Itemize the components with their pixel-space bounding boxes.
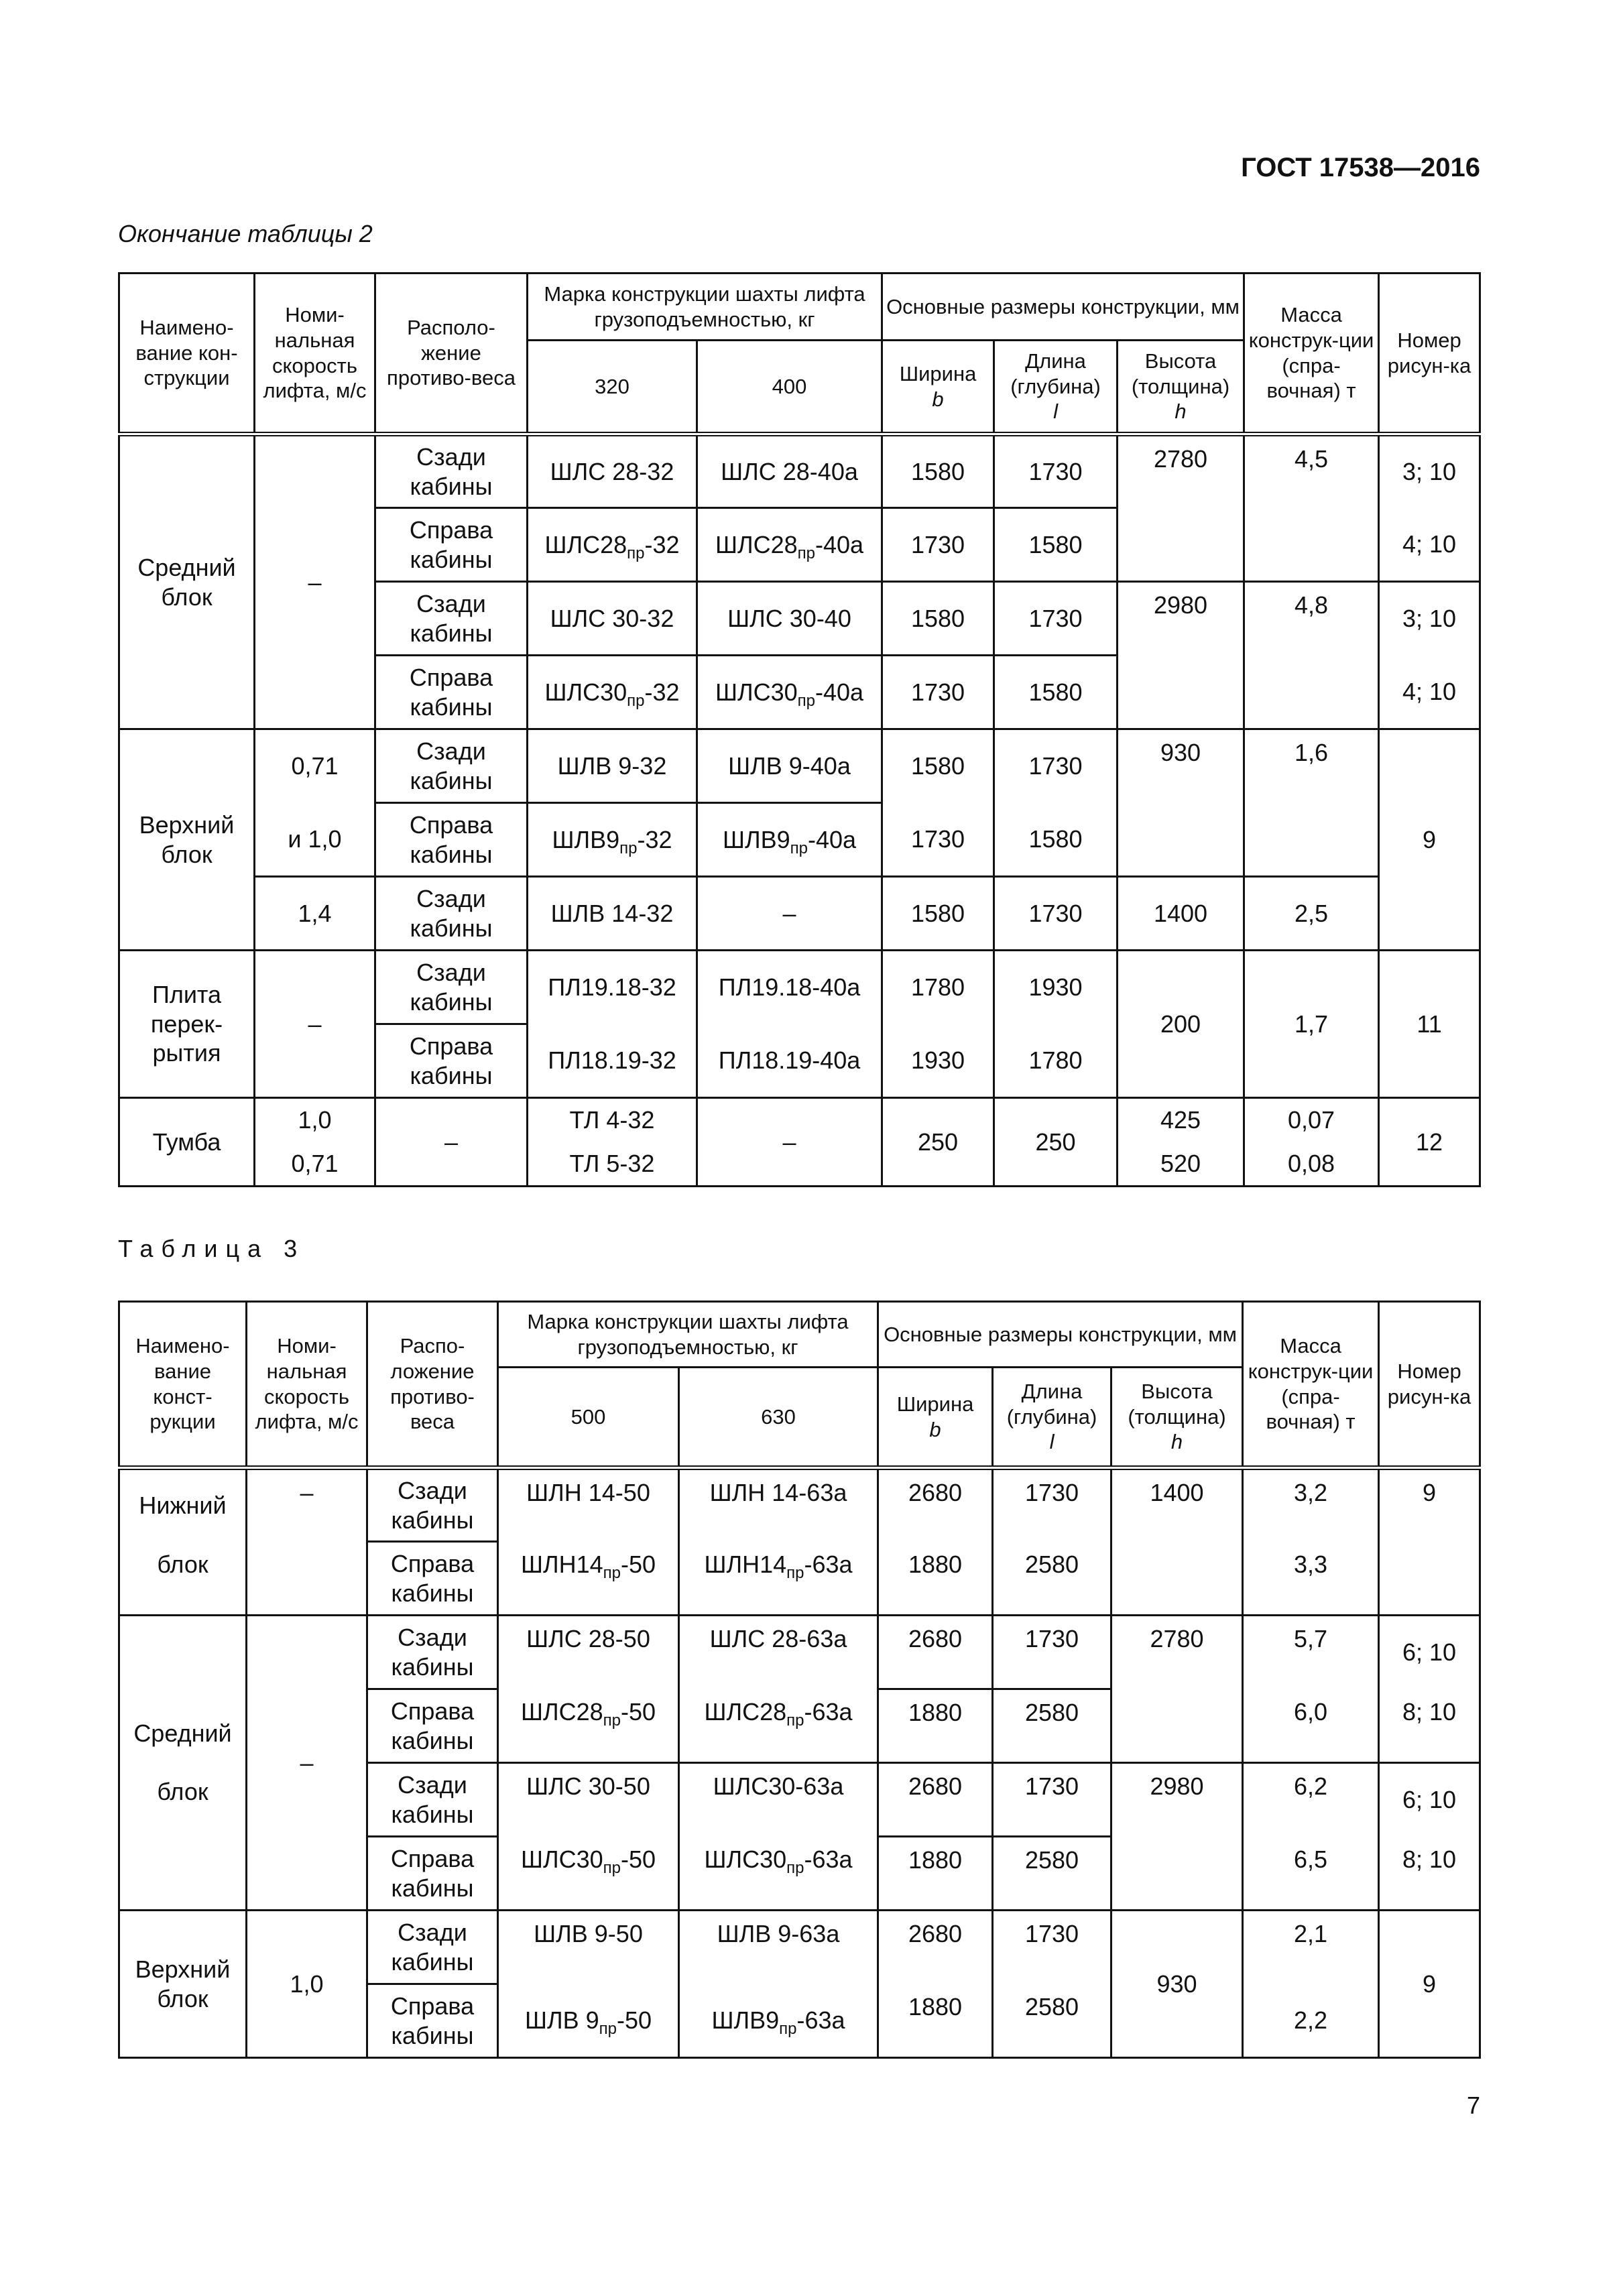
cell-speed: 1,4 <box>255 877 375 951</box>
cell-mark-400: – <box>697 877 882 951</box>
cell-figure: 4; 10 <box>1379 508 1480 582</box>
cell-mass: 2,2 <box>1243 1984 1379 2058</box>
cell-width: 2680 <box>878 1763 993 1837</box>
col-header-capacity-630: 630 <box>679 1368 878 1468</box>
col-header-mark-group: Марка конструкции шахты лифта грузоподъемностью, кг <box>498 1302 878 1368</box>
cell-width: 2680 <box>878 1616 993 1689</box>
cell-length: 1730 <box>993 1616 1111 1689</box>
cell-position: Справа кабины <box>375 1024 528 1098</box>
cell-width: 250 <box>882 1098 994 1187</box>
cell-figure: 8; 10 <box>1379 1837 1480 1911</box>
table-header <box>119 274 1480 434</box>
cell-width: 1580 <box>882 434 994 508</box>
col-header-height <box>1111 1368 1243 1468</box>
cell-mark-630 <box>679 1837 878 1911</box>
cell-figure: 9 <box>1379 1468 1480 1616</box>
cell-mark-320: ШЛВ 9-32 <box>528 729 697 803</box>
cell-mark-630 <box>679 1984 878 2058</box>
cell-figure: 3; 10 <box>1379 582 1480 656</box>
cell-mark-400 <box>697 803 882 877</box>
cell-figure: 8; 10 <box>1379 1689 1480 1763</box>
header-text: Высота (толщина) <box>1128 1379 1226 1429</box>
col-header-width <box>878 1368 993 1468</box>
cell-name: Нижний <box>119 1468 247 1542</box>
width-symbol: b <box>929 1417 941 1441</box>
col-header-capacity-400: 400 <box>697 341 882 434</box>
col-header-counterweight: Распо-ложение противо-веса <box>367 1302 498 1468</box>
cell-mark-320: ТЛ 4-32 <box>528 1098 697 1142</box>
col-header-height <box>1118 341 1244 434</box>
width-symbol: b <box>932 387 944 411</box>
cell-height: 200 <box>1118 951 1244 1098</box>
mark-subscript: пр <box>603 1711 621 1730</box>
cell-mass: 1,7 <box>1244 951 1379 1098</box>
cell-width: 1730 <box>882 803 994 877</box>
cell-mark-500 <box>498 1984 679 2058</box>
cell-figure: 6; 10 <box>1379 1763 1480 1837</box>
cell-position: Справа кабины <box>367 1837 498 1911</box>
cell-mass: 3,3 <box>1243 1542 1379 1616</box>
mark-subscript: пр <box>786 1858 804 1877</box>
cell-mark-630: ШЛВ 9-63а <box>679 1911 878 1984</box>
cell-mark-320 <box>528 508 697 582</box>
col-header-counterweight: Располо-жение противо-веса <box>375 274 528 434</box>
col-header-width <box>882 341 994 434</box>
table3-caption: Таблица 3 <box>118 1235 306 1262</box>
col-header-mass: Масса конструк-ции (спра-вочная) т <box>1244 274 1379 434</box>
cell-position: Справа кабины <box>367 1542 498 1616</box>
page-number: 7 <box>1466 2092 1480 2119</box>
table-row <box>119 951 1480 1024</box>
cell-mass: 6,2 <box>1243 1763 1379 1837</box>
col-header-length <box>994 341 1118 434</box>
header-text: Длина (глубина) <box>1006 1379 1097 1429</box>
cell-mark-500 <box>498 1689 679 1763</box>
mark-subscript: пр <box>603 1563 621 1582</box>
col-header-dims-group: Основные размеры конструкции, мм <box>882 274 1244 341</box>
cell-speed: и 1,0 <box>255 803 375 877</box>
cell-width: 1580 <box>882 582 994 656</box>
cell-speed: 1,0 <box>247 1911 367 2058</box>
cell-mark-400: ПЛ19.18-40а <box>697 951 882 1024</box>
col-header-mark-group: Марка конструкции шахты лифта грузоподъемностью, кг <box>528 274 882 341</box>
mark-suffix: -32 <box>644 678 680 706</box>
cell-length: 2580 <box>993 1542 1111 1616</box>
mark-suffix: -40а <box>815 678 864 706</box>
cell-name: Средний блок <box>119 434 255 729</box>
cell-width: 1880 <box>878 1837 993 1911</box>
mark-suffix: -63а <box>804 1697 853 1726</box>
mark-subscript: пр <box>786 1711 804 1730</box>
cell-length: 1580 <box>994 803 1118 877</box>
cell-name <box>119 1616 247 1911</box>
cell-length: 1780 <box>994 1024 1118 1098</box>
cell-width: 1580 <box>882 729 994 803</box>
cell-position: Сзади кабины <box>375 582 528 656</box>
name-text: Средний <box>133 1719 232 1747</box>
cell-width: 1880 <box>878 1689 993 1763</box>
mark-text: ШЛС30 <box>544 678 627 706</box>
table2-caption: Окончание таблицы 2 <box>118 220 373 247</box>
mark-subscript: пр <box>627 691 645 710</box>
mark-text: ШЛС30 <box>715 678 798 706</box>
cell-name: Верхний блок <box>119 1911 247 2058</box>
mark-suffix: -63а <box>796 2006 845 2034</box>
cell-figure: 6; 10 <box>1379 1616 1480 1689</box>
cell-mass: 2,5 <box>1244 877 1379 951</box>
cell-speed: 0,71 <box>255 1142 375 1187</box>
cell-mass: 1,6 <box>1244 729 1379 877</box>
cell-mass: 4,8 <box>1244 582 1379 729</box>
cell-mark-630: ШЛН 14-63а <box>679 1468 878 1542</box>
cell-length: 1730 <box>994 729 1118 803</box>
cell-width: 2680 <box>878 1468 993 1542</box>
mark-text: ШЛС28 <box>544 530 627 558</box>
mark-subscript: пр <box>797 691 815 710</box>
height-symbol: h <box>1175 400 1187 424</box>
table-row <box>119 1911 1480 1984</box>
cell-width: 2680 <box>878 1911 993 1984</box>
height-symbol: h <box>1170 1430 1183 1454</box>
cell-mark-630 <box>679 1689 878 1763</box>
mark-text: ШЛС30 <box>520 1845 603 1873</box>
header-text: Длина (глубина) <box>1010 349 1101 398</box>
cell-height: 2980 <box>1118 582 1244 729</box>
col-header-figure: Номер рисун-ка <box>1379 274 1480 434</box>
mark-suffix: -50 <box>620 1550 656 1578</box>
header-text: Ширина <box>899 361 977 385</box>
mark-subscript: пр <box>786 1563 804 1582</box>
cell-mark-320: ШЛС 30-32 <box>528 582 697 656</box>
cell-length: 1580 <box>994 656 1118 729</box>
cell-mark-500 <box>498 1542 679 1616</box>
mark-text: ШЛС28 <box>520 1697 603 1726</box>
cell-mark-320: ШЛВ 14-32 <box>528 877 697 951</box>
mark-subscript: пр <box>619 839 638 857</box>
cell-name: Тумба <box>119 1098 255 1187</box>
cell-width: 1580 <box>882 877 994 951</box>
cell-height: 425 <box>1118 1098 1244 1142</box>
cell-speed: 1,0 <box>255 1098 375 1142</box>
mark-subscript: пр <box>790 839 808 857</box>
cell-width: 1780 <box>882 951 994 1024</box>
mark-text: ШЛС28 <box>704 1697 787 1726</box>
cell-mark-500: ШЛН 14-50 <box>498 1468 679 1542</box>
table-row <box>119 434 1480 508</box>
col-header-figure: Номер рисун-ка <box>1379 1302 1480 1468</box>
cell-speed: 0,71 <box>255 729 375 803</box>
cell-length: 2580 <box>993 1689 1111 1763</box>
cell-mass: 5,7 <box>1243 1616 1379 1689</box>
mark-subscript: пр <box>797 544 815 562</box>
cell-height: 1400 <box>1118 877 1244 951</box>
length-symbol: l <box>1053 400 1058 424</box>
cell-height: 2780 <box>1111 1616 1243 1763</box>
mark-suffix: -32 <box>644 530 680 558</box>
cell-height: 2780 <box>1118 434 1244 582</box>
col-header-dims-group: Основные размеры конструкции, мм <box>878 1302 1243 1368</box>
cell-height: 2980 <box>1111 1763 1243 1911</box>
col-header-capacity-500: 500 <box>498 1368 679 1468</box>
cell-width: 1880 <box>878 1984 993 2058</box>
cell-position: Сзади кабины <box>375 729 528 803</box>
cell-length: 1930 <box>994 951 1118 1024</box>
cell-position: Справа кабины <box>375 656 528 729</box>
cell-mark-400 <box>697 656 882 729</box>
mark-subscript: пр <box>627 544 645 562</box>
cell-position: Сзади кабины <box>367 1616 498 1689</box>
cell-mark-500 <box>498 1837 679 1911</box>
cell-name: блок <box>119 1542 247 1616</box>
cell-mass: 6,5 <box>1243 1837 1379 1911</box>
table-row <box>119 729 1480 803</box>
cell-mark-320: ТЛ 5-32 <box>528 1142 697 1187</box>
cell-figure: 4; 10 <box>1379 656 1480 729</box>
mark-suffix: -63а <box>804 1550 853 1578</box>
cell-mark-320 <box>528 656 697 729</box>
cell-height: 930 <box>1111 1911 1243 2058</box>
mark-subscript: пр <box>599 2019 617 2038</box>
cell-mark-320: ПЛ18.19-32 <box>528 1024 697 1098</box>
table-3 <box>118 1301 1481 2059</box>
header-text: Высота (толщина) <box>1131 349 1230 398</box>
cell-length: 1730 <box>993 1911 1111 1984</box>
cell-mark-630: ШЛС 28-63а <box>679 1616 878 1689</box>
cell-mark-500: ШЛС 30-50 <box>498 1763 679 1837</box>
mark-suffix: -50 <box>620 1845 656 1873</box>
cell-mark-320 <box>528 803 697 877</box>
cell-mark-500: ШЛВ 9-50 <box>498 1911 679 1984</box>
cell-position: Справа кабины <box>367 1984 498 2058</box>
mark-suffix: -40а <box>807 825 857 853</box>
cell-mark-400 <box>697 508 882 582</box>
cell-length: 1730 <box>994 877 1118 951</box>
cell-length: 1730 <box>994 434 1118 508</box>
cell-position: Сзади кабины <box>375 877 528 951</box>
mark-subscript: пр <box>779 2019 797 2038</box>
cell-width: 1930 <box>882 1024 994 1098</box>
cell-figure: 11 <box>1379 951 1480 1098</box>
cell-mass: 6,0 <box>1243 1689 1379 1763</box>
col-header-name: Наимено-вание конст-рукции <box>119 1302 247 1468</box>
cell-mark-320: ШЛС 28-32 <box>528 434 697 508</box>
mark-text: ШЛВ9 <box>711 2006 780 2034</box>
mark-subscript: пр <box>603 1858 621 1877</box>
table-row <box>119 1098 1480 1142</box>
table-row <box>119 1468 1480 1542</box>
name-text: блок <box>157 1778 208 1806</box>
mark-suffix: -40а <box>815 530 864 558</box>
cell-mark-400: ШЛС 30-40 <box>697 582 882 656</box>
table-row <box>119 877 1480 951</box>
mark-suffix: -50 <box>616 2006 652 2034</box>
cell-position: Справа кабины <box>367 1689 498 1763</box>
cell-figure: 12 <box>1379 1098 1480 1187</box>
mark-suffix: -63а <box>804 1845 853 1873</box>
cell-mark-630 <box>679 1542 878 1616</box>
cell-height: 520 <box>1118 1142 1244 1187</box>
mark-suffix: -50 <box>620 1697 656 1726</box>
mark-text: ШЛВ 9 <box>524 2006 599 2034</box>
table-row <box>119 1616 1480 1689</box>
cell-width: 1730 <box>882 656 994 729</box>
cell-mass: 2,1 <box>1243 1911 1379 1984</box>
col-header-mass: Масса конструк-ции (спра-вочная) т <box>1243 1302 1379 1468</box>
mark-suffix: -32 <box>637 825 672 853</box>
cell-length: 1730 <box>994 582 1118 656</box>
cell-name: Верхний блок <box>119 729 255 951</box>
cell-mass: 0,07 <box>1244 1098 1379 1142</box>
mark-text: ШЛВ9 <box>722 825 790 853</box>
cell-mass: 0,08 <box>1244 1142 1379 1187</box>
cell-width: 1730 <box>882 508 994 582</box>
cell-mark-400: ШЛВ 9-40а <box>697 729 882 803</box>
cell-position: Сзади кабины <box>367 1911 498 1984</box>
cell-mark-400: – <box>697 1098 882 1187</box>
length-symbol: l <box>1049 1430 1055 1454</box>
cell-position: Сзади кабины <box>375 951 528 1024</box>
cell-length: 2580 <box>993 1984 1111 2058</box>
cell-speed: – <box>247 1616 367 1911</box>
cell-width: 1880 <box>878 1542 993 1616</box>
mark-text: ШЛС30 <box>704 1845 787 1873</box>
cell-speed: – <box>255 434 375 729</box>
col-header-speed: Номи-нальная скорость лифта, м/с <box>255 274 375 434</box>
cell-position: Сзади кабины <box>367 1763 498 1837</box>
cell-speed: – <box>255 951 375 1098</box>
cell-length: 1730 <box>993 1468 1111 1542</box>
col-header-length <box>993 1368 1111 1468</box>
document-header: ГОСТ 17538—2016 <box>1241 153 1480 182</box>
cell-position: Сзади кабины <box>375 434 528 508</box>
col-header-name: Наимено-вание кон-струкции <box>119 274 255 434</box>
cell-mark-500: ШЛС 28-50 <box>498 1616 679 1689</box>
cell-mark-630: ШЛС30-63а <box>679 1763 878 1837</box>
cell-figure: 9 <box>1379 729 1480 951</box>
cell-position: Справа кабины <box>375 803 528 877</box>
col-header-speed: Номи-нальная скорость лифта, м/с <box>247 1302 367 1468</box>
cell-name: Плита перек-рытия <box>119 951 255 1098</box>
cell-figure: 3; 10 <box>1379 434 1480 508</box>
table-2 <box>118 272 1481 1187</box>
mark-text: ШЛВ9 <box>552 825 620 853</box>
cell-position: Сзади кабины <box>367 1468 498 1542</box>
cell-position: Справа кабины <box>375 508 528 582</box>
cell-height: 930 <box>1118 729 1244 877</box>
header-text: Ширина <box>896 1392 974 1416</box>
cell-figure: 9 <box>1379 1911 1480 2058</box>
cell-length: 250 <box>994 1098 1118 1187</box>
cell-mark-400: ПЛ18.19-40а <box>697 1024 882 1098</box>
table-header <box>119 1302 1480 1468</box>
cell-mass: 3,2 <box>1243 1468 1379 1542</box>
cell-speed: – <box>247 1468 367 1616</box>
mark-text: ШЛС28 <box>715 530 798 558</box>
cell-length: 1730 <box>993 1763 1111 1837</box>
cell-mass: 4,5 <box>1244 434 1379 582</box>
cell-mark-400: ШЛС 28-40а <box>697 434 882 508</box>
col-header-capacity-320: 320 <box>528 341 697 434</box>
mark-text: ШЛН14 <box>520 1550 603 1578</box>
cell-length: 2580 <box>993 1837 1111 1911</box>
cell-position: – <box>375 1098 528 1187</box>
mark-text: ШЛН14 <box>704 1550 787 1578</box>
cell-length: 1580 <box>994 508 1118 582</box>
cell-height: 1400 <box>1111 1468 1243 1616</box>
cell-mark-320: ПЛ19.18-32 <box>528 951 697 1024</box>
